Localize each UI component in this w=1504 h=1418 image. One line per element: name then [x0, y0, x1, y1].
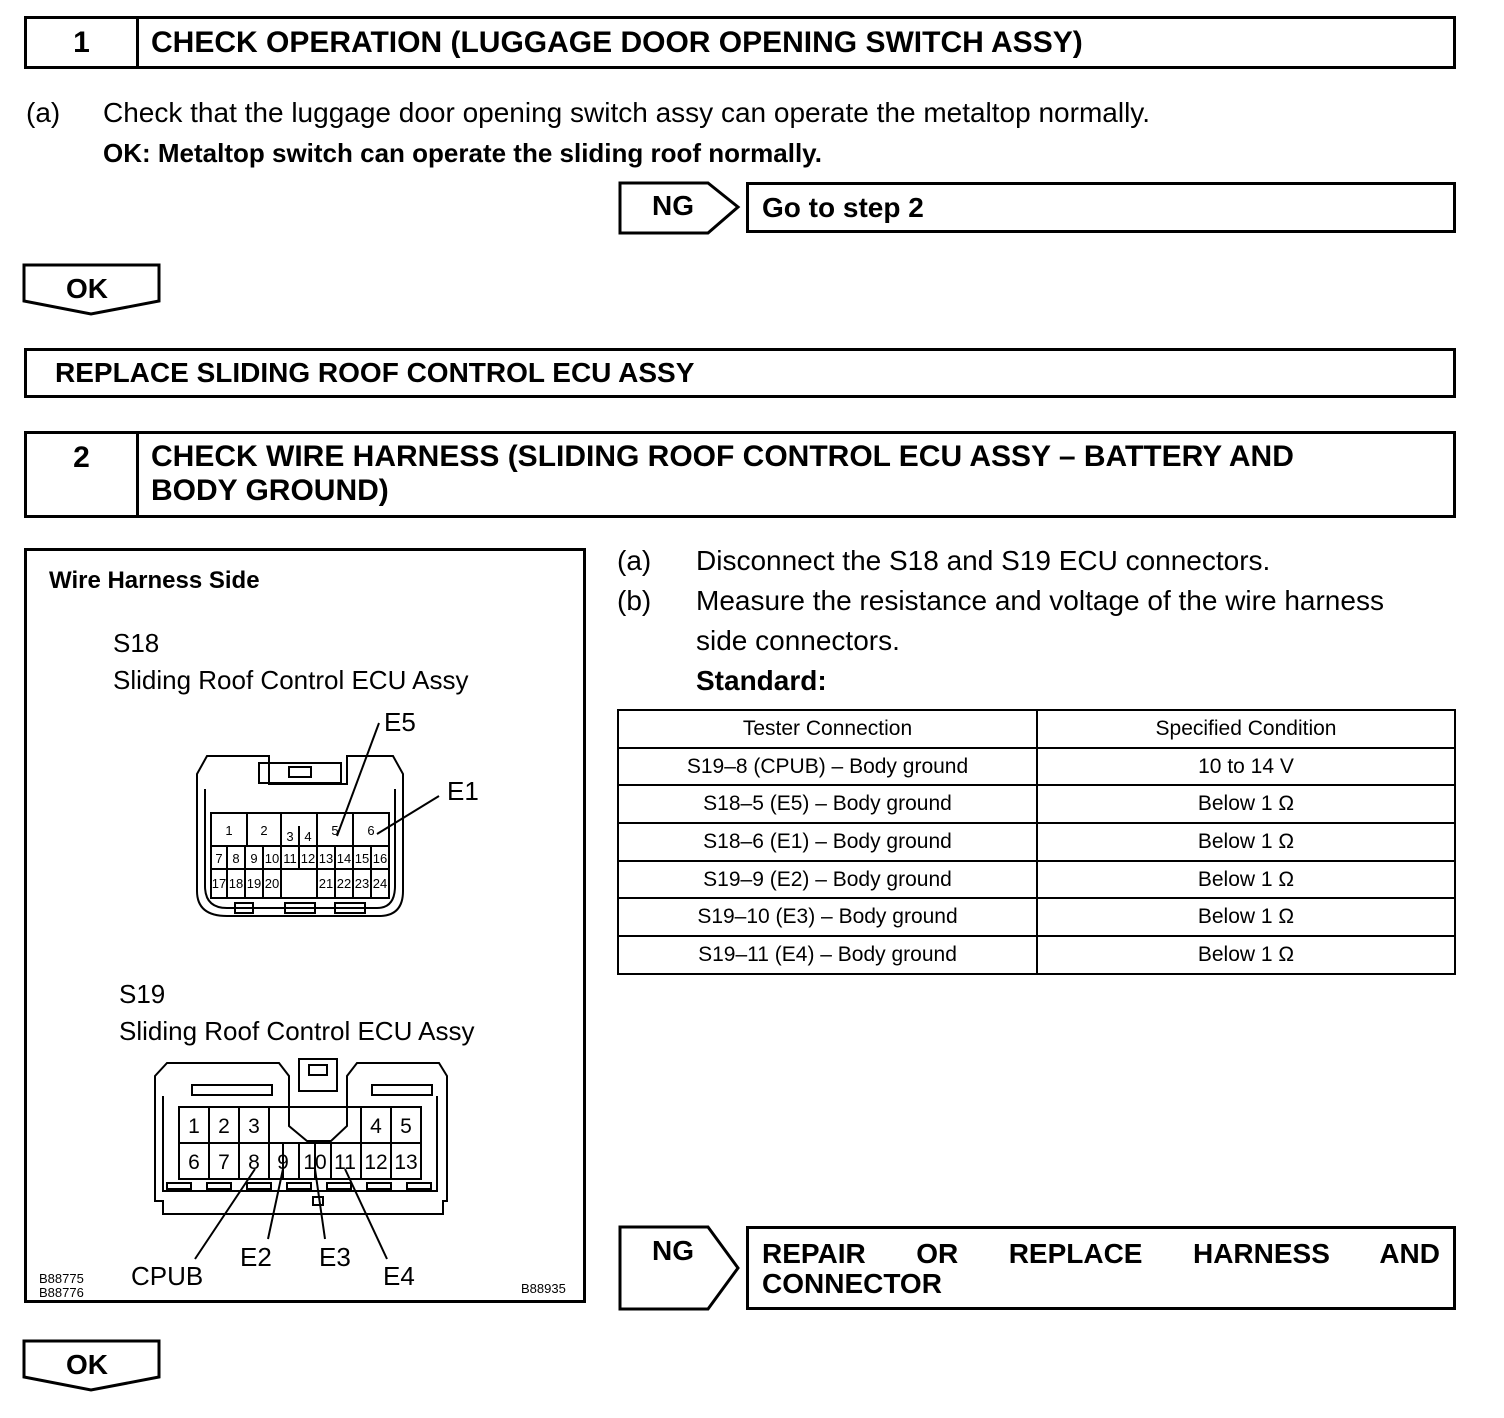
step2-ng-action [749, 1229, 1453, 1299]
s18-pin: 8 [232, 851, 240, 866]
step2-header [24, 431, 1456, 518]
s18-pin: 9 [250, 851, 258, 866]
table-header-row [618, 710, 1455, 748]
table-cell: S19–10 (E3) – Body ground [618, 898, 1037, 936]
s18-pin: 3 [286, 829, 294, 844]
s19-pin-labels [188, 1115, 418, 1174]
s19-pin: 4 [370, 1115, 382, 1138]
table-row [618, 936, 1455, 974]
s19-pin: 3 [248, 1115, 260, 1138]
diagram-title: Wire Harness Side [49, 567, 260, 594]
step2-ng-action-line1: REPAIR OR REPLACE HARNESS AND [762, 1238, 1440, 1269]
s19-callout-e2: E2 [240, 1242, 272, 1272]
step2-standard-label: Standard: [696, 665, 827, 696]
s18-pin: 1 [225, 823, 233, 838]
s19-pin: 11 [334, 1151, 356, 1174]
s19-callout-e3: E3 [319, 1242, 351, 1272]
table-row [618, 898, 1455, 936]
table-cell: Below 1 Ω [1037, 936, 1455, 974]
s18-id: S18 [113, 628, 160, 658]
step2-ng-action-line2: CONNECTOR [762, 1268, 942, 1299]
step2-item-b-line1: Measure the resistance and voltage of the wire harness [696, 585, 1384, 616]
s19-pin: 6 [188, 1151, 200, 1174]
step2-ok-label: OK [66, 1349, 108, 1380]
step2-item-a-text: Disconnect the S18 and S19 ECU connectors. [696, 545, 1271, 576]
s18-pin: 20 [264, 876, 280, 891]
step2-title [139, 434, 1453, 515]
s18-pin: 22 [336, 876, 352, 891]
s18-pin: 16 [372, 851, 388, 866]
table-cell: Below 1 Ω [1037, 823, 1455, 861]
s18-pin: 17 [211, 876, 227, 891]
s18-pin: 13 [318, 851, 334, 866]
step2-title-line1: CHECK WIRE HARNESS (SLIDING ROOF CONTROL ECU ASSY – BATTERY AND [151, 440, 1294, 473]
s18-pin: 23 [354, 876, 370, 891]
s18-pin: 15 [354, 851, 370, 866]
step2-item-a-marker: (a) [617, 545, 652, 576]
step2-ng-label: NG [652, 1235, 694, 1266]
step1-ng-action: Go to step 2 [762, 192, 924, 223]
s19-name: Sliding Roof Control ECU Assy [119, 1016, 475, 1046]
step1-item-a-marker: (a) [26, 97, 61, 128]
step1-title: CHECK OPERATION (LUGGAGE DOOR OPENING SWITCH ASSY) [151, 26, 1083, 59]
table-cell: S19–9 (E2) – Body ground [618, 861, 1037, 899]
s18-pin: 11 [283, 851, 297, 866]
step2-ng-action-box [746, 1226, 1456, 1310]
step2-item-b-line2: side connectors. [696, 625, 900, 656]
table-cell: S18–6 (E1) – Body ground [618, 823, 1037, 861]
table-cell: 10 to 14 V [1037, 748, 1455, 786]
s18-callout-e1: E1 [447, 776, 479, 806]
s19-pin: 13 [394, 1151, 418, 1174]
connector-diagram [24, 548, 586, 1303]
table-header-cell: Tester Connection [618, 710, 1037, 748]
step2-title-line2: BODY GROUND) [151, 474, 389, 507]
table-row [618, 861, 1455, 899]
s18-pin: 19 [246, 876, 262, 891]
step1-ok-action: REPLACE SLIDING ROOF CONTROL ECU ASSY [55, 357, 695, 388]
table-cell: S18–5 (E5) – Body ground [618, 785, 1037, 823]
s19-pin: 8 [248, 1151, 260, 1174]
s18-name: Sliding Roof Control ECU Assy [113, 665, 469, 695]
s18-pin: 24 [372, 876, 388, 891]
table-row [618, 748, 1455, 786]
s19-callout-cpub: CPUB [131, 1261, 204, 1291]
step1-ng-action-box [746, 182, 1456, 233]
ref-code-left-2: B88776 [39, 1285, 84, 1300]
s18-pin: 4 [304, 829, 312, 844]
s18-pin: 10 [264, 851, 280, 866]
ref-code-right: B88935 [521, 1281, 566, 1296]
connector-diagram-svg [27, 551, 583, 1300]
s19-pin: 5 [400, 1115, 412, 1138]
s18-callout-e5: E5 [384, 707, 416, 737]
s18-pin: 12 [300, 851, 316, 866]
s19-pin: 10 [303, 1151, 327, 1174]
step1-item-a-text: Check that the luggage door opening switch assy can operate the metaltop normally. [103, 97, 1150, 128]
spec-table [617, 709, 1456, 975]
s19-pin: 2 [218, 1115, 230, 1138]
s19-callout-e4: E4 [383, 1261, 415, 1291]
step1-ok-action-box [24, 348, 1456, 398]
s19-pin: 1 [188, 1115, 200, 1138]
table-cell: S19–8 (CPUB) – Body ground [618, 748, 1037, 786]
step1-ok-label: OK [66, 273, 108, 304]
s18-pin: 14 [336, 851, 352, 866]
step1-header [24, 16, 1456, 69]
step2-number: 2 [27, 434, 139, 515]
table-cell: Below 1 Ω [1037, 861, 1455, 899]
step1-ok-criterion: OK: Metaltop switch can operate the sliding roof normally. [103, 138, 822, 168]
s18-pin: 2 [260, 823, 268, 838]
table-cell: Below 1 Ω [1037, 785, 1455, 823]
step1-number: 1 [27, 19, 139, 66]
step2-item-b-marker: (b) [617, 585, 652, 616]
s19-pin: 12 [364, 1151, 388, 1174]
s18-pin: 7 [215, 851, 223, 866]
ref-code-left-1: B88775 [39, 1271, 84, 1286]
step1-ng-label: NG [652, 190, 694, 221]
table-row [618, 823, 1455, 861]
s18-pin: 5 [331, 823, 339, 838]
table-cell: S19–11 (E4) – Body ground [618, 936, 1037, 974]
s18-pin: 18 [228, 876, 244, 891]
table-row [618, 785, 1455, 823]
table-cell: Below 1 Ω [1037, 898, 1455, 936]
s19-pin: 9 [277, 1151, 289, 1174]
s19-id: S19 [119, 979, 166, 1009]
s19-pin: 7 [218, 1151, 230, 1174]
table-header-cell: Specified Condition [1037, 710, 1455, 748]
s18-pin: 21 [318, 876, 334, 891]
s18-pin: 6 [367, 823, 375, 838]
